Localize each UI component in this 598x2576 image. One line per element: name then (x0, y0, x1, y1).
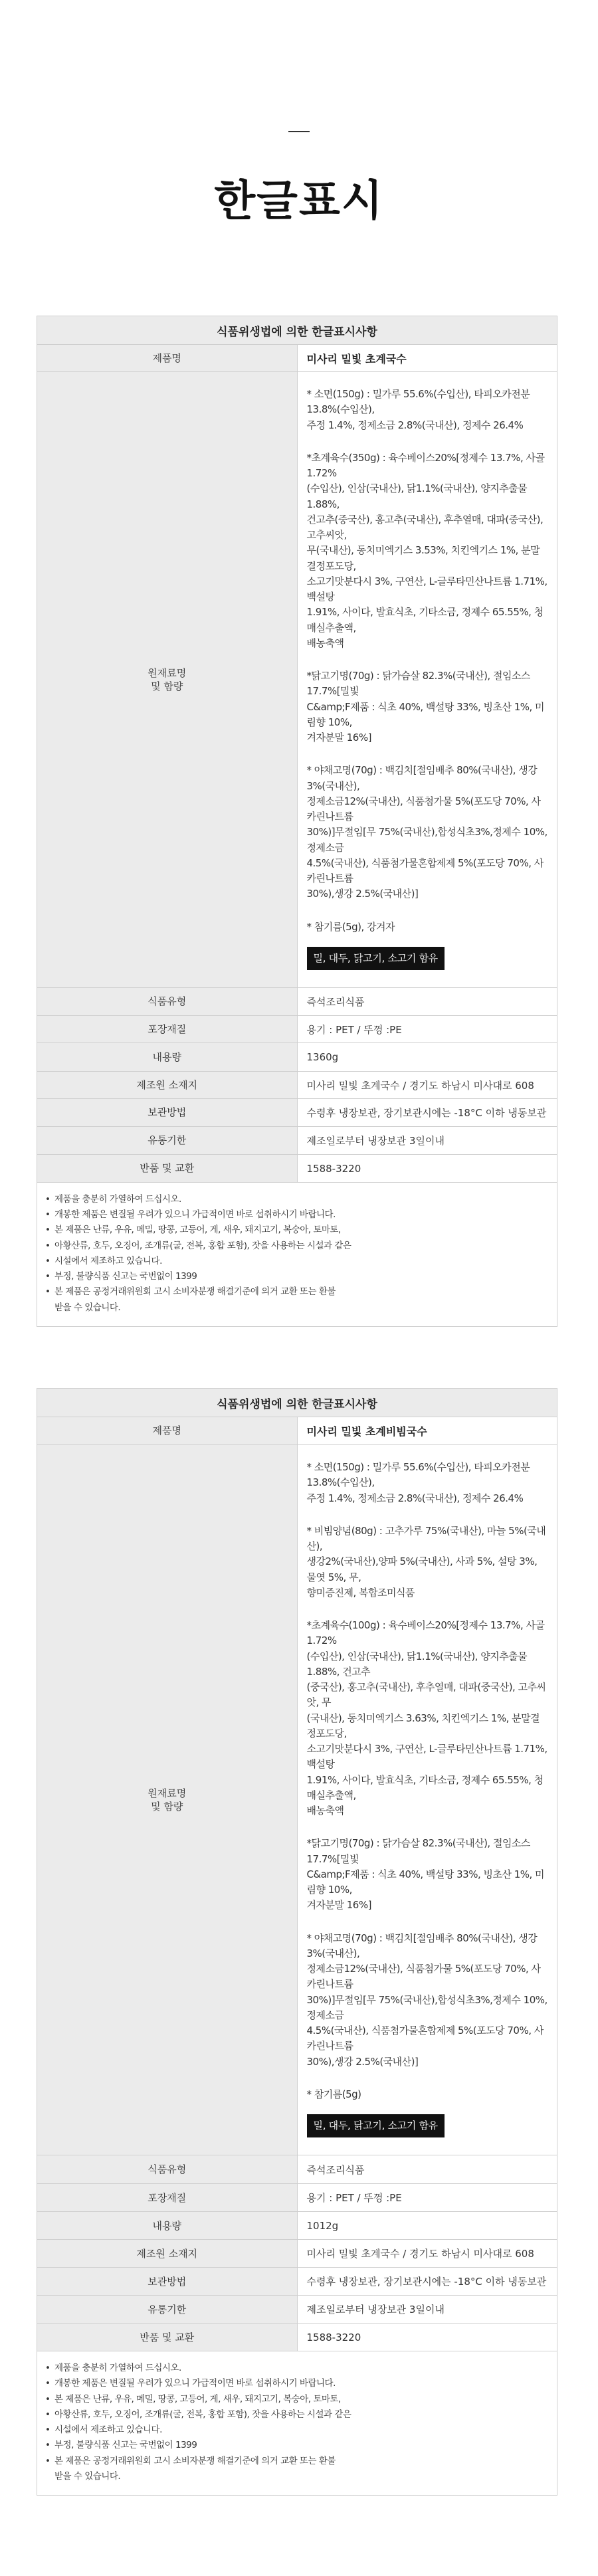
returns-label: 반품 및 교환 (37, 1155, 298, 1183)
note-item: • 개봉한 제품은 변질될 우려가 있으니 가급적이면 바로 섭취하시기 바랍니다. (45, 2378, 336, 2389)
volume-value: 1012g (297, 2212, 557, 2240)
volume-value: 1360g (297, 1043, 557, 1072)
food-type-label: 식품유형 (37, 988, 298, 1016)
ingredient-paragraph: * 참기름(5g), 강겨자 (306, 920, 395, 933)
storage-label: 보관방법 (37, 1099, 298, 1127)
food-type-value: 즉석조리식품 (297, 988, 557, 1016)
packaging-value: 용기 : PET / 뚜껑 :PE (297, 1016, 557, 1043)
allergy-badge: 밀, 대두, 닭고기, 소고기 함유 (307, 2114, 445, 2137)
ingredients-label: 원재료명 및 함량 (37, 1445, 298, 2155)
ingredient-paragraph: * 소면(150g) : 밀가루 55.6%(수입산), 타피오카전분 13.8%(수입산), 주정 1.4%, 정제소금 2.8%(국내산), 정제수 26.4% (306, 1461, 530, 1504)
ingredients-value (297, 372, 557, 988)
product-name-label: 제품명 (37, 1417, 298, 1445)
ingredient-paragraph: * 비빔양념(80g) : 고추가루 75%(국내산), 마늘 5%(국내산), 생강2%(국내산),양파 5%(국내산), 사과 5%, 설탕 3%, 물엿 5%, 무, 향미증진제, 복합조미식품 (306, 1524, 546, 1599)
label-table-2 (37, 1388, 557, 2496)
ingredients-value (297, 1445, 557, 2155)
note-item: • 부정, 불량식품 신고는 국번없이 1399 (45, 2440, 197, 2451)
product-name-value: 미사리 밀빛 초계국수 (297, 345, 557, 372)
expiry-label: 유통기한 (37, 2296, 298, 2324)
note-item: • 제품을 충분히 가열하여 드십시오. (45, 1194, 181, 1205)
note-item: • 아황산류, 호두, 오징어, 조개류(굴, 전복, 홍합 포함), 잣을 사용하는 시설과 같은 (45, 1240, 351, 1251)
ingredient-paragraph: * 소면(150g) : 밀가루 55.6%(수입산), 타피오카전분 13.8%(수입산), 주정 1.4%, 정제소금 2.8%(국내산), 정제수 26.4% (306, 388, 530, 431)
info-table (37, 316, 557, 1183)
info-table (37, 1388, 557, 2351)
ingredient-paragraph: *초계육수(100g) : 육수베이스20%[정제수 13.7%, 사골 1.72% (수입산), 인삼(국내산), 닭1.1%(국내산), 양지추출물 1.88%, 건고추 (중국산), 홍고추(국내산), 후추열매, 대파(중국산), 고추씨앗, 무 (국내산), 동치미엑기스 3.63%, 치킨엑기스 1%, 분말결정포도당, 소고기맛분다시 3%, 구연산, L-글루타민산나트륨 1.71%, 백설탕 1.91%, 사이다, 발효식초, 기타소금, 정제수 65.55%, 청매실추출액, 배농축액 (306, 1619, 548, 1817)
note-item: • 본 제품은 난류, 우유, 메밀, 땅콩, 고등어, 게, 새우, 돼지고기, 복숭아, 토마토, (45, 2393, 341, 2405)
note-item: • 제품을 충분히 가열하여 드십시오. (45, 2363, 181, 2374)
food-type-label: 식품유형 (37, 2155, 298, 2184)
expiry-label: 유통기한 (37, 1127, 298, 1155)
title-divider (288, 131, 310, 132)
product-name-value: 미사리 밀빛 초계비빔국수 (297, 1417, 557, 1445)
allergy-badge: 밀, 대두, 닭고기, 소고기 함유 (307, 947, 445, 970)
expiry-value: 제조일로부터 냉장보관 3일이내 (297, 1127, 557, 1155)
returns-label: 반품 및 교환 (37, 2324, 298, 2351)
storage-value: 수령후 냉장보관, 장기보관시에는 -18°C 이하 냉동보관 (297, 1099, 557, 1127)
note-item: • 부정, 불량식품 신고는 국번없이 1399 (45, 1271, 197, 1282)
storage-value: 수령후 냉장보관, 장기보관시에는 -18°C 이하 냉동보관 (297, 2268, 557, 2296)
note-item: • 본 제품은 난류, 우유, 메밀, 땅콩, 고등어, 게, 새우, 돼지고기, 복숭아, 토마토, (45, 1225, 341, 1236)
ingredient-paragraph: * 야채고명(70g) : 백김치[절임배추 80%(국내산), 생강 3%(국내산), 정제소금12%(국내산), 식품첨가물 5%(포도당 70%, 사카린나트륨 30%)]무절임[무 75%(국내산),합성식초3%,정제수 10%, 정제소금 4.5%(국내산), 식품첨가물혼합제제 5%(포도당 70%, 사카린나트륨 30%),생강 2.5%(국내산)] (306, 1932, 548, 2068)
note-item: • 아황산류, 호두, 오징어, 조개류(굴, 전복, 홍합 포함), 잣을 사용하는 시설과 같은 (45, 2409, 351, 2420)
packaging-label: 포장재질 (37, 2184, 298, 2212)
returns-value: 1588-3220 (297, 2324, 557, 2351)
manufacturer-value: 미사리 밀빛 초계국수 / 경기도 하남시 미사대로 608 (297, 1072, 557, 1099)
note-item: • 시설에서 제조하고 있습니다. (45, 2425, 162, 2436)
note-item: • 본 제품은 공정거래위원회 고시 소비자분쟁 해결기준에 의거 교환 또는 환불 받을 수 있습니다. (45, 1286, 336, 1313)
note-item: • 시설에서 제조하고 있습니다. (45, 1255, 162, 1266)
notes-list (37, 1183, 557, 1327)
volume-label: 내용량 (37, 1043, 298, 1072)
table-header: 식품위생법에 의한 한글표시사항 (37, 1389, 557, 1417)
note-item: • 개봉한 제품은 변질될 우려가 있으니 가급적이면 바로 섭취하시기 바랍니다. (45, 1209, 336, 1221)
ingredient-paragraph: *닭고기명(70g) : 닭가슴살 82.3%(국내산), 절임소스 17.7%[밀빛 C&amp;F제품 : 식초 40%, 백설탕 33%, 빙초산 1%, 미림향 10%, 겨자분말 16%] (306, 670, 545, 743)
packaging-label: 포장재질 (37, 1016, 298, 1043)
ingredient-paragraph: * 야채고명(70g) : 백김치[절임배추 80%(국내산), 생강 3%(국내산), 정제소금12%(국내산), 식품첨가물 5%(포도당 70%, 사카린나트륨 30%)]무절임[무 75%(국내산),합성식초3%,정제수 10%, 정제소금 4.5%(국내산), 식품첨가물혼합제제 5%(포도당 70%, 사카린나트륨 30%),생강 2.5%(국내산)] (306, 764, 548, 900)
food-type-value: 즉석조리식품 (297, 2155, 557, 2184)
ingredient-paragraph: *초계육수(350g) : 육수베이스20%[정제수 13.7%, 사골 1.72% (수입산), 인삼(국내산), 닭1.1%(국내산), 양지추출물 1.88%, 건고추(중국산), 홍고추(국내산), 후추열매, 대파(중국산), 고추씨앗, 무(국내산), 동치미엑기스 3.53%, 치킨엑기스 1%, 분말결정포도당, 소고기맛분다시 3%, 구연산, L-글루타민산나트륨 1.71%, 백설탕 1.91%, 사이다, 발효식초, 기타소금, 정제수 65.55%, 청매실추출액, 배농축액 (306, 451, 548, 649)
ingredient-paragraph: * 참기름(5g) (306, 2088, 361, 2100)
page-title: 한글표시 (214, 177, 384, 226)
ingredient-paragraph: *닭고기명(70g) : 닭가슴살 82.3%(국내산), 절임소스 17.7%[밀빛 C&amp;F제품 : 식초 40%, 백설탕 33%, 빙초산 1%, 미림향 10%, 겨자분말 16%] (306, 1837, 545, 1912)
manufacturer-label: 제조원 소재지 (37, 2240, 298, 2268)
packaging-value: 용기 : PET / 뚜껑 :PE (297, 2184, 557, 2212)
table-header: 식품위생법에 의한 한글표시사항 (37, 316, 557, 345)
storage-label: 보관방법 (37, 2268, 298, 2296)
ingredients-label: 원재료명 및 함량 (37, 372, 298, 988)
manufacturer-value: 미사리 밀빛 초계국수 / 경기도 하남시 미사대로 608 (297, 2240, 557, 2268)
note-item: • 본 제품은 공정거래위원회 고시 소비자분쟁 해결기준에 의거 교환 또는 환불 받을 수 있습니다. (45, 2455, 336, 2482)
returns-value: 1588-3220 (297, 1155, 557, 1183)
manufacturer-label: 제조원 소재지 (37, 1072, 298, 1099)
expiry-value: 제조일로부터 냉장보관 3일이내 (297, 2296, 557, 2324)
label-table-1 (37, 316, 557, 1327)
product-name-label: 제품명 (37, 345, 298, 372)
notes-list (37, 2351, 557, 2496)
volume-label: 내용량 (37, 2212, 298, 2240)
